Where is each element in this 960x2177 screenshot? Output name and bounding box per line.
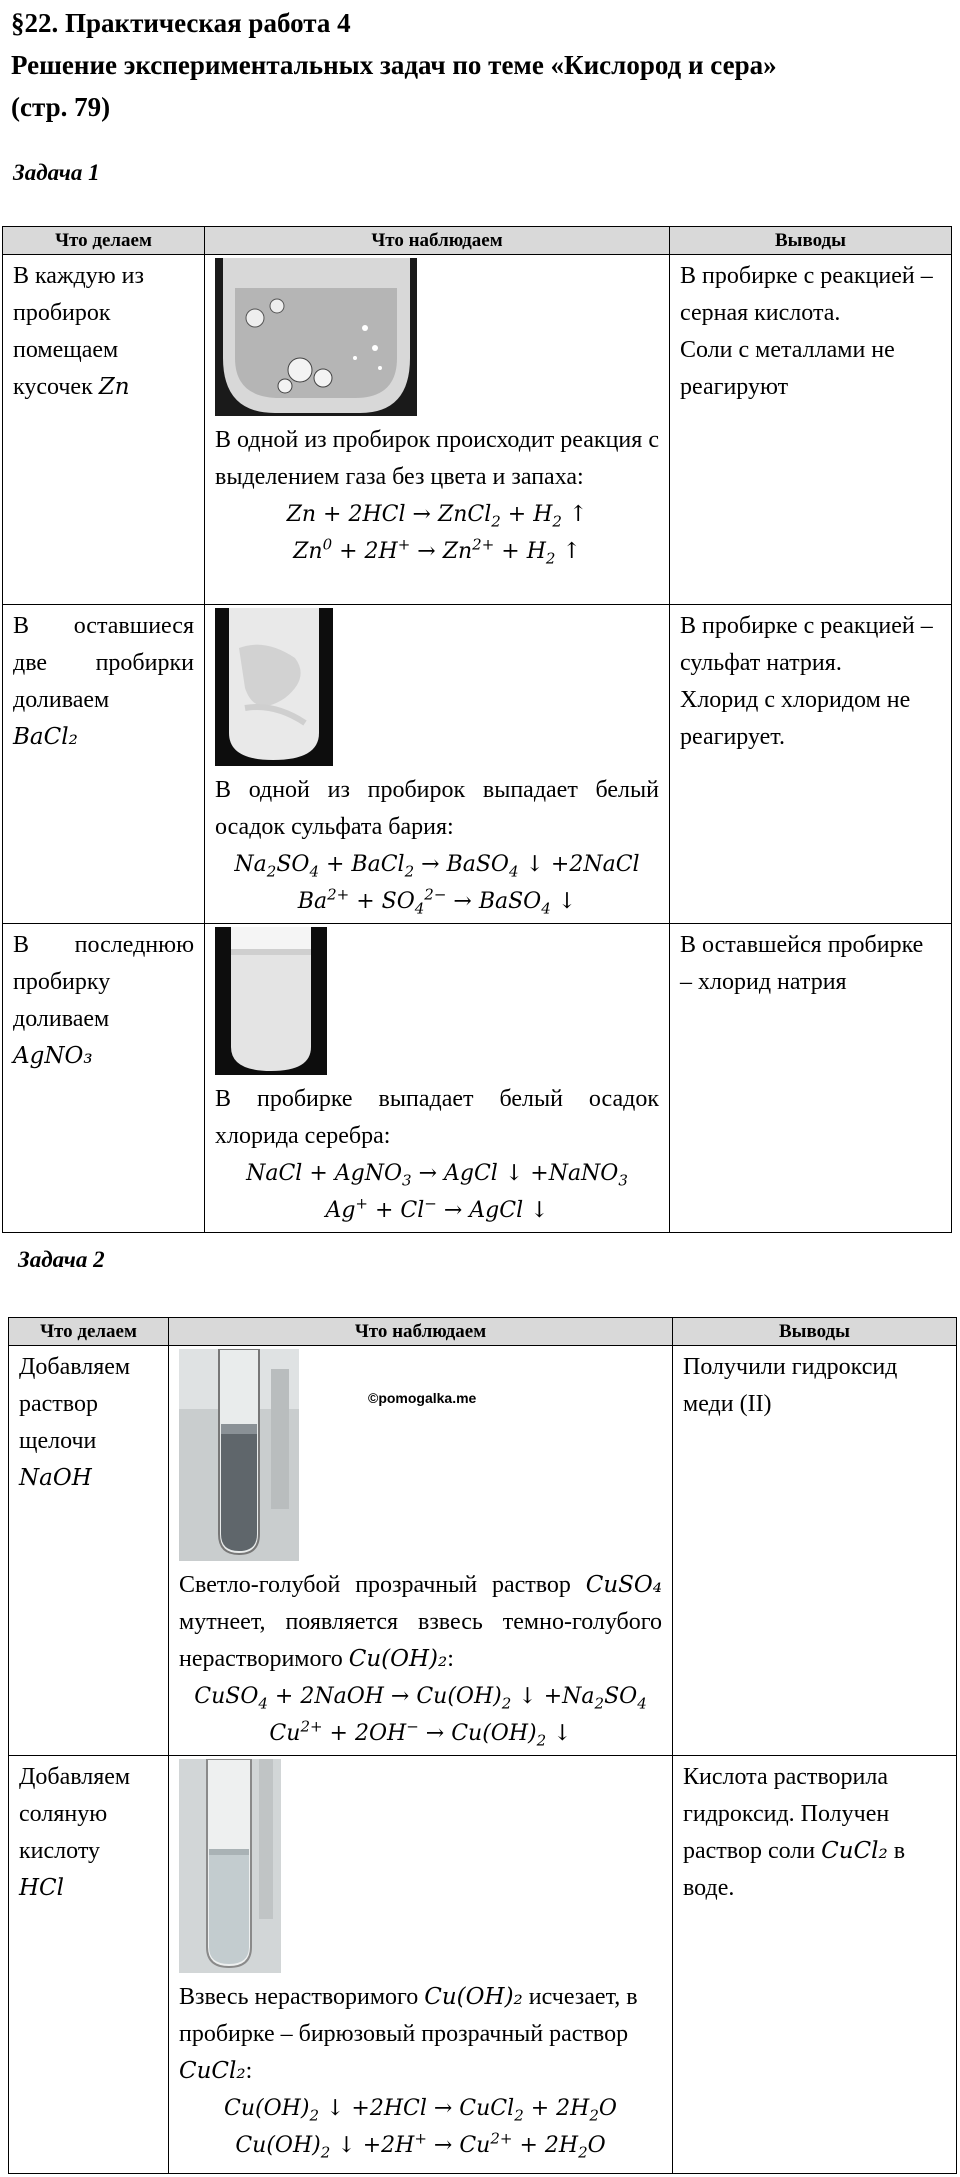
- watermark: ©pomogalka.me: [368, 1390, 477, 1406]
- title-line-1: §22. Практическая работа 4: [11, 8, 351, 38]
- action-cell: [3, 924, 205, 1233]
- title-line-2: Решение экспериментальных задач по теме «Кислород и сера»: [11, 50, 777, 80]
- observe-cell: [169, 1756, 673, 2174]
- table-row: [3, 255, 952, 605]
- action-formula: NaOH: [19, 1465, 92, 1491]
- experiment-photo-copper-chloride: [179, 1759, 281, 1973]
- action-text: В последнюю пробирку доливаем: [13, 932, 194, 1032]
- table-row: [3, 605, 952, 924]
- ionic-equation: $Zn^0 + 2H^+ \to Zn^{2+} + H_2$ ↑: [293, 535, 581, 568]
- ionic-equation: $Cu^{2+} + 2OH^- \to Cu(OH)_2$ ↓: [269, 1717, 572, 1750]
- conclusion-cell: [670, 924, 952, 1233]
- col-header-action: Что делаем: [9, 1318, 169, 1346]
- task1-table: [2, 226, 952, 1233]
- ionic-equation: $Ba^{2+} + SO_4^{2-}$ → BaSO$_4$ ↓: [297, 885, 577, 918]
- ionic-equation: $Cu(OH)_2$ ↓ $+2H^+ \to Cu^{2+} + 2H_2O$: [235, 2129, 606, 2162]
- observe-text: В одной из пробирок выпадает белый осадок сульфата бария:: [215, 777, 659, 840]
- action-cell: [9, 1756, 169, 2174]
- equation: CuSO$_4$ + 2NaOH → $Cu(OH)_2$ ↓ $+Na_2SO_4$: [194, 1684, 647, 1713]
- experiment-photo-copper-hydroxide: [179, 1349, 299, 1561]
- experiment-photo-barium: [215, 608, 333, 766]
- action-text: В оставшиеся две пробирки доливаем: [13, 613, 194, 713]
- conclusion-formula: CuCl₂: [821, 1838, 888, 1864]
- action-text: Добавляем соляную кислоту: [19, 1764, 131, 1864]
- conclusion-text: В пробирке с реакцией – серная кислота. Соли с металлами не реагируют: [680, 263, 933, 400]
- observe-cell: [205, 924, 670, 1233]
- table-row: [9, 1756, 957, 2174]
- observe-text-mid: мутнеет, появляется взвесь темно-голубого нерастворимого: [179, 1609, 662, 1672]
- document-title: [11, 2, 777, 128]
- observe-text-pre: Взвесь нерастворимого: [179, 1984, 425, 2010]
- equation: $Na_2SO_4$ + BaCl$_2$ → BaSO$_4$ ↓ +2NaCl: [234, 852, 640, 881]
- action-text: Добавляем раствор щелочи: [19, 1354, 131, 1454]
- action-formula: HCl: [19, 1875, 65, 1901]
- equation: Zn + 2HCl → ZnCl$_2$ + $H_2$ ↑: [286, 502, 588, 531]
- experiment-photo-silver: [215, 927, 327, 1075]
- observe-text-post: :: [447, 1646, 454, 1672]
- col-header-conclusion: Выводы: [670, 227, 952, 255]
- observe-formula: Cu(OH)₂: [348, 1646, 448, 1672]
- observe-formula: CuSO₄: [585, 1572, 662, 1598]
- action-formula: Zn: [98, 374, 130, 400]
- action-cell: [3, 255, 205, 605]
- observe-text: В одной из пробирок происходит реакция с выделением газа без цвета и запаха:: [215, 427, 659, 490]
- observe-text-post: :: [245, 2058, 253, 2084]
- action-text: В каждую из пробирок помещаем кусочек: [13, 263, 145, 400]
- conclusion-cell: [670, 605, 952, 924]
- conclusion-text-post: в воде.: [683, 1838, 906, 1901]
- observe-formula: CuCl₂: [179, 2058, 246, 2084]
- action-cell: [3, 605, 205, 924]
- conclusion-cell: [670, 255, 952, 605]
- observe-text: [179, 1567, 662, 1678]
- observe-text: В пробирке выпадает белый осадок хлорида серебра:: [215, 1086, 659, 1149]
- col-header-observe: Что наблюдаем: [169, 1318, 673, 1346]
- conclusion-text: В пробирке с реакцией – сульфат натрия. Хлорид с хлоридом не реагирует.: [680, 613, 933, 750]
- experiment-photo-zinc: [215, 258, 417, 416]
- observe-cell: [205, 605, 670, 924]
- task2-table: [8, 1317, 957, 2174]
- conclusion-text-pre: Кислота растворила гидроксид. Получен раствор соли: [683, 1764, 890, 1864]
- equation: NaCl + AgNO$_3$ → AgCl ↓ +NaNO$_3$: [246, 1161, 628, 1190]
- observe-cell: [169, 1346, 673, 1756]
- task1-heading: Задача 1: [13, 160, 100, 185]
- table-row: [3, 924, 952, 1233]
- observe-text: [179, 1979, 662, 2090]
- observe-text-mid: исчезает, в пробирке – бирюзовый прозрачный раствор: [179, 1984, 638, 2047]
- ionic-equation: Ag+ + Cl− → AgCl ↓: [325, 1194, 549, 1223]
- title-line-3: (стр. 79): [11, 92, 111, 122]
- action-formula: AgNO₃: [13, 1043, 93, 1069]
- action-formula: BaCl₂: [13, 724, 78, 750]
- observe-formula: Cu(OH)₂: [424, 1984, 523, 2010]
- action-cell: [9, 1346, 169, 1756]
- conclusion-text: В оставшейся пробирке – хлорид натрия: [680, 932, 924, 995]
- col-header-action: Что делаем: [3, 227, 205, 255]
- task2-heading: Задача 2: [18, 1247, 105, 1272]
- conclusion-text: Получили гидроксид меди (II): [683, 1354, 898, 1417]
- conclusion-text: [683, 1759, 946, 1907]
- observe-text-pre: Светло-голубой прозрачный раствор: [179, 1572, 586, 1598]
- equation: $Cu(OH)_2$ ↓ +2HCl → CuCl$_2$ + $2H_2O$: [224, 2096, 617, 2125]
- table-row: [9, 1346, 957, 1756]
- conclusion-cell: [673, 1346, 957, 1756]
- observe-cell: [205, 255, 670, 605]
- col-header-conclusion: Выводы: [673, 1318, 957, 1346]
- col-header-observe: Что наблюдаем: [205, 227, 670, 255]
- conclusion-cell: [673, 1756, 957, 2174]
